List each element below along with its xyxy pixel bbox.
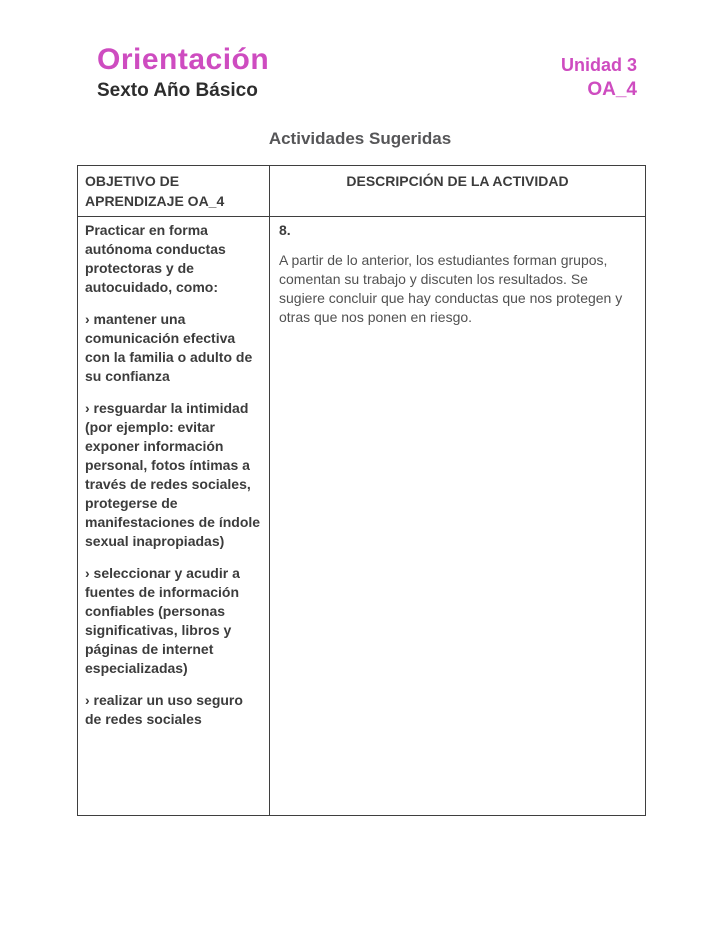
activity-number: 8. — [279, 222, 291, 238]
oa-code-label: OA_4 — [587, 79, 637, 100]
subject-title: Orientación — [97, 43, 270, 76]
grade-subtitle: Sexto Año Básico — [97, 80, 258, 101]
document-header — [0, 0, 720, 103]
objective-cell — [78, 217, 270, 816]
column-header-description: DESCRIPCIÓN DE LA ACTIVIDAD — [270, 166, 646, 217]
description-cell — [270, 217, 646, 816]
objective-bullet-sources: › seleccionar y acudir a fuentes de información confiables (personas significativas, libros y páginas de internet especializadas) — [85, 565, 240, 676]
objective-bullet-communication: › mantener una comunicación efectiva con la familia o adulto de su confianza — [85, 311, 253, 384]
objective-intro-paragraph: Practicar en forma autónoma conductas protectoras y de autocuidado, como: — [85, 222, 226, 295]
header-left-block — [97, 44, 269, 103]
column-header-objective: OBJETIVO DE APRENDIZAJE OA_4 — [78, 166, 270, 217]
objective-bullet-privacy: › resguardar la intimidad (por ejemplo: evitar exponer información personal, fotos íntimas a través de redes sociales, protegerse de manifestaciones de índole sexual inapropiadas) — [85, 400, 261, 549]
section-title: Actividades Sugeridas — [268, 129, 452, 148]
objective-bullet-safe-use: › realizar un uso seguro de redes sociales — [85, 692, 243, 727]
unit-label: Unidad 3 — [560, 55, 637, 75]
activities-table — [77, 165, 646, 816]
activity-description: A partir de lo anterior, los estudiantes forman grupos, comentan su trabajo y discuten los resultados. Se sugiere concluir que hay conductas que nos protegen y otras que nos ponen en riesgo. — [279, 252, 623, 325]
header-right-block — [561, 44, 637, 103]
table-header-row — [78, 166, 646, 217]
table-row — [78, 217, 646, 816]
